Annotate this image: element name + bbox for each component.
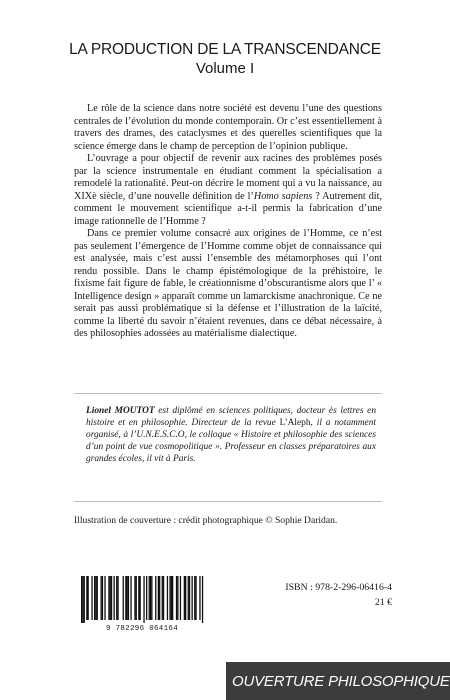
barcode-bar <box>176 576 177 620</box>
barcode-bar <box>195 576 196 620</box>
barcode-bar <box>114 576 115 620</box>
divider <box>74 501 382 502</box>
barcode-bar <box>177 576 178 620</box>
summary-paragraph-2-text: L’ouvrage a pour objectif de revenir aux racines des problèmes posés par la science instrumentale en étudiant comment la spécialisation a remodelé la rationalité. Peut-on décrire le moment qui a vu la naissance, au XIXè siècle, d’une nouvelle définition de l’ <box>74 153 382 202</box>
summary-paragraph-1: Le rôle de la science dans notre société est devenu l’une des questions centrales de l’évolution du monde contemporain. Or c’est essentiellement à travers des drames, des cataclysmes et des querelles scientifiques que la science émerge dans le champ de perception de l’opinion publique. <box>74 103 382 152</box>
barcode-bar <box>151 576 152 620</box>
barcode-bar <box>140 576 141 620</box>
barcode-bar <box>86 576 87 620</box>
barcode-bar <box>94 576 95 620</box>
barcode-bar <box>128 576 129 620</box>
barcode-bar <box>155 576 156 620</box>
barcode-bar <box>130 576 131 620</box>
barcode-bar <box>169 576 170 620</box>
barcode-bar <box>150 576 151 620</box>
barcode-bar <box>162 576 163 620</box>
barcode-bar <box>117 576 118 620</box>
barcode-bar <box>101 576 102 620</box>
barcode-bar <box>192 576 193 620</box>
back-cover-summary <box>74 103 382 341</box>
barcode-bar <box>84 576 85 623</box>
barcode-bar <box>97 576 98 620</box>
barcode-bar <box>104 576 105 620</box>
book-volume: Volume I <box>195 60 255 77</box>
barcode-bar <box>102 576 103 620</box>
summary-paragraph-3: Dans ce premier volume consacré aux origines de l’Homme, ce n’est pas seulement l’émergence de l’Homme comme objet de connaissance qui est analysée, mais c’est aussi l’ensemble des métamorphoses qui l’ont rendu possible. Dans le champ épistémologique de la préhistoire, le fixisme fait figure de fable, le créationnisme d’obscurantisme alors que l’ « Intelligence design » apparaît comme un lamarckisme anachronique. Ce ne serait pas aussi problématique si la défense et l’illustration de la laïcité, comme la liberté du savoir n’étaient revenues, dans ce débat nécessaire, à des philosophies adossées au matérialisme dialectique. <box>74 228 382 339</box>
journal-name: L’Aleph, <box>279 418 313 428</box>
barcode-bar <box>108 576 109 620</box>
barcode-bar <box>88 576 89 620</box>
barcode-bar <box>171 576 172 620</box>
barcode-bar <box>146 576 147 620</box>
isbn: ISBN : 978-2-296-06416-4 <box>285 582 392 593</box>
isbn-block <box>285 582 392 594</box>
barcode-bar <box>91 576 92 620</box>
barcode-bar <box>149 576 150 620</box>
barcode-bar <box>172 576 173 620</box>
series-name: OUVERTURE PHILOSOPHIQUE <box>232 673 450 690</box>
barcode-bar <box>136 576 137 620</box>
book-title: LA PRODUCTION DE LA TRANSCENDANCE <box>69 41 381 58</box>
barcode-bar <box>184 576 185 620</box>
barcode-bar <box>194 576 195 620</box>
author-bio-text-1: est diplômé en sciences politiques, docteur ès lettres en histoire et en philosophie. Directeur de la revue <box>86 406 377 428</box>
barcode-bar <box>185 576 186 620</box>
author-bio <box>86 405 376 465</box>
barcode-bar <box>180 576 181 620</box>
barcode-bar <box>125 576 126 620</box>
barcode-bar <box>163 576 164 620</box>
divider <box>74 393 382 394</box>
barcode-bar <box>202 576 203 623</box>
barcode-bar <box>167 576 168 620</box>
author-name: Lionel MOUTOT <box>86 406 155 416</box>
barcode-bar <box>199 576 200 620</box>
homo-sapiens-term: Homo sapiens <box>253 190 313 202</box>
barcode-bar <box>111 576 112 620</box>
barcode-bar <box>134 576 135 620</box>
barcode-bar <box>189 576 190 620</box>
barcode-bar <box>82 576 83 623</box>
barcode-bar <box>138 576 139 620</box>
barcode-bar <box>188 576 189 620</box>
price: 21 € <box>374 597 392 608</box>
barcode-bar <box>110 576 111 620</box>
barcode-bars <box>79 576 205 624</box>
barcode-digits: 9 782296 064164 <box>105 625 178 633</box>
summary-paragraph-2-tail: ? Autrement dit, comment le mouvement scientifique a-t-il permis la fabrication d’une image rationnelle de l’Homme ? <box>74 190 383 227</box>
summary-paragraph-2 <box>74 153 382 228</box>
barcode-bar <box>159 576 160 620</box>
cover-credit: Illustration de couverture : crédit photographique © Sophie Daridan. <box>74 515 338 526</box>
barcode-bar <box>95 576 96 620</box>
series-band <box>226 662 450 700</box>
author-bio-text-2: il a notamment organisé, à l’U.N.E.S.C.O, le colloque « Histoire et philosophie des sciences d’un point de vue cosmopolitique ». Professeur en classes préparatoires aux grandes écoles, il vit à Paris. <box>86 418 376 464</box>
barcode-bar <box>143 576 144 623</box>
barcode-bar <box>116 576 117 620</box>
barcode-bar <box>158 576 159 620</box>
barcode-bar <box>123 576 124 620</box>
barcode <box>73 576 211 636</box>
barcode-bar <box>81 576 82 623</box>
barcode-bar <box>127 576 128 620</box>
